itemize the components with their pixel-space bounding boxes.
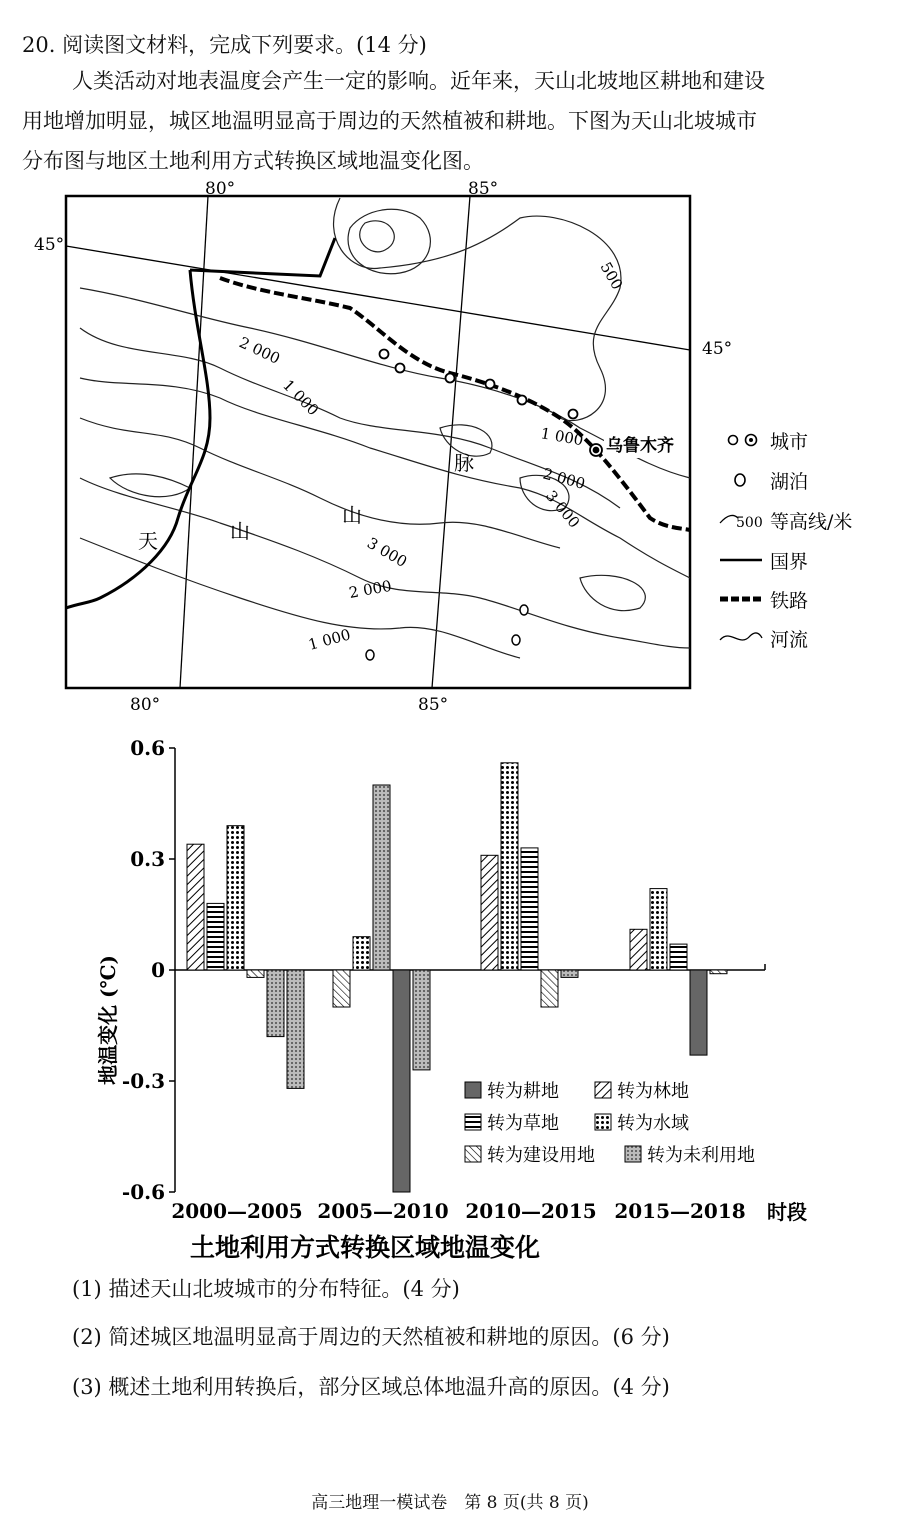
bar-unused-land [561,970,578,977]
contour-label-2000-b: 2 000 [540,464,588,493]
bar-转为草地 [521,848,538,970]
city-marker [446,374,455,383]
bar-转为林地 [187,844,204,970]
city-marker [396,364,405,373]
lake-icon [366,650,374,660]
legend-city-icon [729,436,738,445]
bar-unused-land [413,970,430,1070]
subquestion-2: (2) 简述城区地温明显高于周边的天然植被和耕地的原因。(6 分) [72,1325,670,1349]
legend-swatch-construction [465,1146,481,1162]
lon-label-bottom-80: 80° [130,695,161,713]
legend-label-construction: 转为建设用地 [487,1145,595,1166]
parallel-45 [66,246,690,350]
lon-label-top-80: 80° [205,179,236,199]
bar-转为水域 [501,763,518,970]
lon-label-top-85: 85° [468,179,499,199]
legend-swatch-farmland [465,1082,481,1098]
legend-border-label: 国界 [770,551,809,573]
bar-转为未利用地 [267,970,284,1037]
legend-lake-label: 湖泊 [770,471,809,493]
bar-转为未利用地 [373,785,390,970]
bar-转为水域 [650,889,667,970]
lon-label-bottom-85: 85° [418,695,449,713]
contour-label-1000-c: 1 000 [306,625,353,654]
subquestion-3: (3) 概述土地利用转换后，部分区域总体地温升高的原因。(4 分) [72,1375,670,1399]
bar-转为耕地 [393,970,410,1192]
lake-icon [520,605,528,615]
bar-转为林地 [630,929,647,970]
contour-label-2000-a: 2 000 [236,333,283,368]
lat-label-right: 45° [702,339,733,359]
map-frame [66,196,690,688]
y-tick-label: 0 [151,958,165,982]
bar-转为建设用地 [247,970,264,977]
chart-xlabel: 时段 [767,1200,807,1224]
contour-label-500: 500 [596,259,627,293]
mountain-char-2: 山 [230,519,250,543]
city-marker [486,380,495,389]
urumqi-label: 乌鲁木齐 [606,436,674,456]
category-label: 2000—2005 [171,1199,303,1223]
city-marker [569,410,578,419]
national-border-north [190,238,335,276]
y-tick-label: -0.6 [121,1180,165,1204]
chart-legend [465,1081,755,1166]
category-label: 2005—2010 [317,1199,449,1223]
legend-label-forest: 转为林地 [617,1081,689,1102]
bar-转为林地 [481,855,498,970]
legend-contour-sample: 500 [736,515,763,531]
city-marker [380,350,389,359]
subquestion-1: (1) 描述天山北坡城市的分布特征。(4 分) [72,1277,460,1301]
bar-转为建设用地 [333,970,350,1007]
category-label: 2010—2015 [465,1199,597,1223]
bar-转为建设用地 [541,970,558,1007]
contour-label-2000-c: 2 000 [347,576,393,602]
chart-title: 土地利用方式转换区域地温变化 [189,1233,541,1262]
legend-river-label: 河流 [770,629,809,651]
bar-转为耕地 [690,970,707,1055]
national-border [66,270,210,608]
lake-markers [366,605,528,660]
chart-ylabel: 地温变化 (℃) [96,955,120,1085]
urumqi-marker-dot [594,448,599,453]
contour-label-3000-a: 3 000 [541,487,584,532]
legend-railway-label: 铁路 [770,590,809,612]
page-footer: 高三地理一模试卷 第 8 页(共 8 页) [311,1493,589,1513]
legend-city-label: 城市 [770,431,809,453]
ground-temperature-chart [95,730,815,1270]
city-marker [518,396,527,405]
map-legend [720,431,852,651]
legend-swatch-water [595,1114,611,1130]
legend-label-grass: 转为草地 [487,1113,559,1134]
question-header: 20. 阅读图文材料，完成下列要求。(14 分) [22,33,427,57]
y-tick-label: -0.3 [121,1069,165,1093]
railway-line [220,278,690,530]
material-line-3: 分布图与地区土地利用方式转换区域地温变化图。 [22,149,484,173]
legend-contour-label: 等高线/米 [770,511,853,533]
legend-swatch-unused [625,1146,641,1162]
legend-river-icon [720,633,762,640]
contour-label-3000-b: 3 000 [364,533,411,571]
mountain-char-4: 脉 [454,451,474,475]
material-line-2: 用地增加明显，城区地温明显高于周边的天然植被和耕地。下图为天山北坡城市 [22,109,757,133]
material-line-1: 人类活动对地表温度会产生一定的影响。近年来，天山北坡地区耕地和建设 [72,69,765,93]
legend-label-water: 转为水域 [617,1113,689,1134]
legend-label-farmland: 转为耕地 [487,1081,559,1102]
lat-label-left: 45° [34,235,65,255]
bar-转为水域 [353,937,370,970]
lake-icon [512,635,520,645]
legend-swatch-grass [465,1114,481,1130]
bar-转为草地 [670,944,687,970]
y-tick-label: 0.3 [130,847,165,871]
contour-label-1000-b: 1 000 [539,424,585,450]
legend-label-unused: 转为未利用地 [647,1145,755,1166]
y-tick-label: 0.6 [130,736,165,760]
category-label: 2015—2018 [614,1199,746,1223]
bar-unused-land [287,970,304,1088]
bar-转为水域 [227,826,244,970]
legend-lake-icon [735,474,745,486]
contour-label-1000-a: 1 000 [279,376,323,420]
mountain-char-1: 天 [138,529,158,553]
bar-转为草地 [207,903,224,970]
tianshan-city-map [20,178,880,713]
legend-swatch-forest [595,1082,611,1098]
bar-转为建设用地 [710,970,727,974]
meridian-85 [432,196,470,688]
mountain-char-3: 山 [342,503,362,527]
